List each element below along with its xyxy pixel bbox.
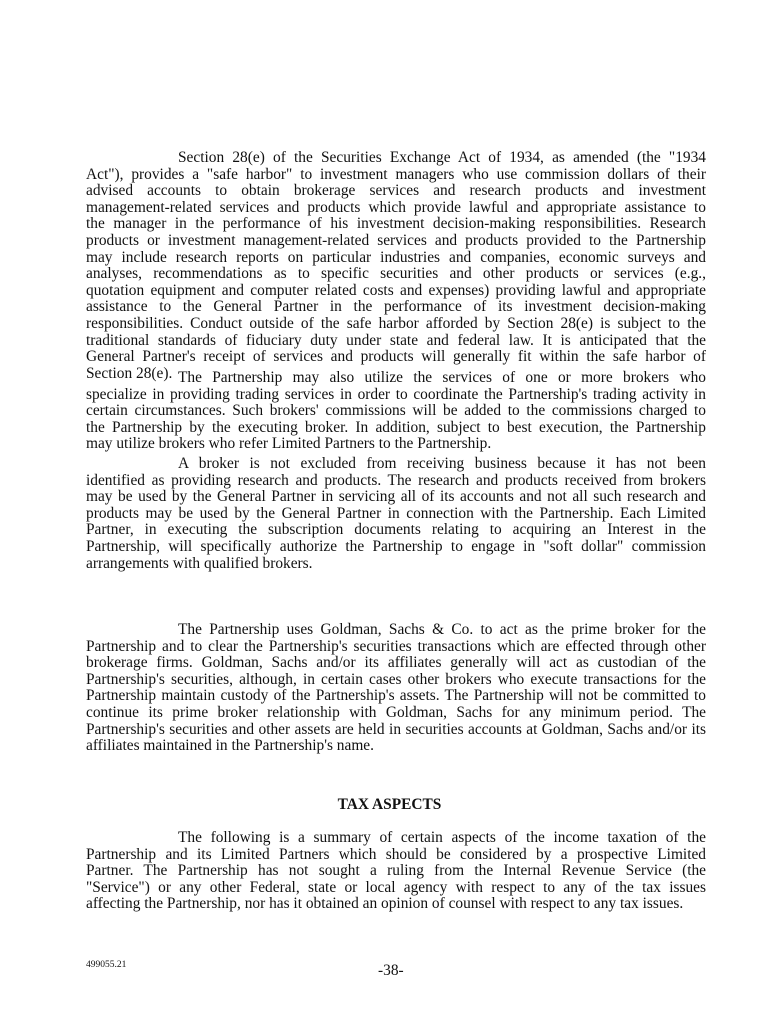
text-line: brokerage firms. Goldman, Sachs and/or its affiliates generally will act as custodian of the [86,654,706,672]
text-line: traditional standards of fiduciary duty under state and federal law. It is anticipated that the [86,331,706,349]
text-line: responsibilities. Conduct outside of the safe harbor afforded by Section 28(e) is subject to the [86,314,706,332]
text-line: analyses, recommendations as to specific securities and other products or services (e.g., [86,265,706,283]
text-line: Partnership's securities, although, in certain cases other brokers who execute transactions for the [86,670,706,688]
text-line: Partnership, will specifically authorize the Partnership to engage in "soft dollar" commission [86,537,706,555]
text-line: arrangements with qualified brokers. [86,554,313,572]
text-line: General Partner's receipt of services and products will generally fit within the safe harbor of [86,348,706,366]
text-line: Partner, in executing the subscription documents relating to acquiring an Interest in the [86,521,706,539]
paragraph-prime-broker [86,622,706,755]
text-line: assistance to the General Partner in the performance of its investment decision-making [86,298,706,316]
text-line: quotation equipment and computer related costs and expenses) providing lawful and appropriate [86,281,706,299]
text-line: affiliates maintained in the Partnership's name. [86,737,374,755]
text-line: products may be used by the General Partner in connection with the Partnership. Each Limited [86,504,706,522]
text-line: certain circumstances. Such brokers' commissions will be added to the commissions charged to [86,402,706,420]
text-line: Partnership and its Limited Partners which should be considered by a prospective Limited [86,845,706,863]
text-line: products or investment management-related services and products provided to the Partnership [86,231,706,249]
text-line: continue its prime broker relationship with Goldman, Sachs for any minimum period. The [86,703,706,721]
text-line: A broker is not excluded from receiving business because it has not been [178,455,706,472]
paragraph-tax-summary [86,830,706,913]
text-line: Section 28(e) of the Securities Exchange Act of 1934, as amended (the "1934 [178,149,706,166]
text-line: Partnership and to clear the Partnership's securities transactions which are effected through other [86,637,706,655]
text-line: Partnership maintain custody of the Partnership's assets. The Partnership will not be committed to [86,687,706,705]
text-line: management-related services and products which provide lawful and appropriate assistance to [86,198,706,216]
text-line: identified as providing research and products. The research and products received from brokers [86,471,706,489]
text-line: Partner. The Partnership has not sought a ruling from the Internal Revenue Service (the [86,862,706,880]
paragraph-broker-research [86,456,706,572]
text-line: Act"), provides a "safe harbor" to investment managers who use commission dollars of their [86,165,706,183]
text-line: Partnership's securities and other assets are held in securities accounts at Goldman, Sachs and/or its [86,720,706,738]
paragraph-safe-harbor [86,150,706,382]
text-line: The following is a summary of certain aspects of the income taxation of the [178,829,706,846]
text-line: The Partnership may also utilize the services of one or more brokers who [178,369,706,386]
text-line: The Partnership uses Goldman, Sachs & Co. to act as the prime broker for the [178,621,706,638]
text-line: may include research reports on particular industries and companies, economic surveys and [86,248,706,266]
text-line: the manager in the performance of his investment decision-making responsibilities. Research [86,215,706,233]
text-line: "Service") or any other Federal, state or local agency with respect to any of the tax issues [86,878,706,896]
text-line: specialize in providing trading services in order to coordinate the Partnership's trading activity in [86,385,706,403]
text-line: advised accounts to obtain brokerage services and research products and investment [86,182,706,200]
document-id: 499055.21 [86,960,127,970]
text-line: may be used by the General Partner in servicing all of its accounts and not all such research and [86,488,706,506]
page-number: -38- [378,962,404,979]
paragraph-trading-brokers [86,370,706,453]
text-line: may utilize brokers who refer Limited Partners to the Partnership. [86,435,492,453]
text-line: affecting the Partnership, nor has it obtained an opinion of counsel with respect to any tax issues. [86,895,684,913]
section-heading: TAX ASPECTS [337,796,442,813]
text-line: Section 28(e). [86,364,173,382]
text-line: the Partnership by the executing broker. In addition, subject to best execution, the Partnership [86,418,706,436]
